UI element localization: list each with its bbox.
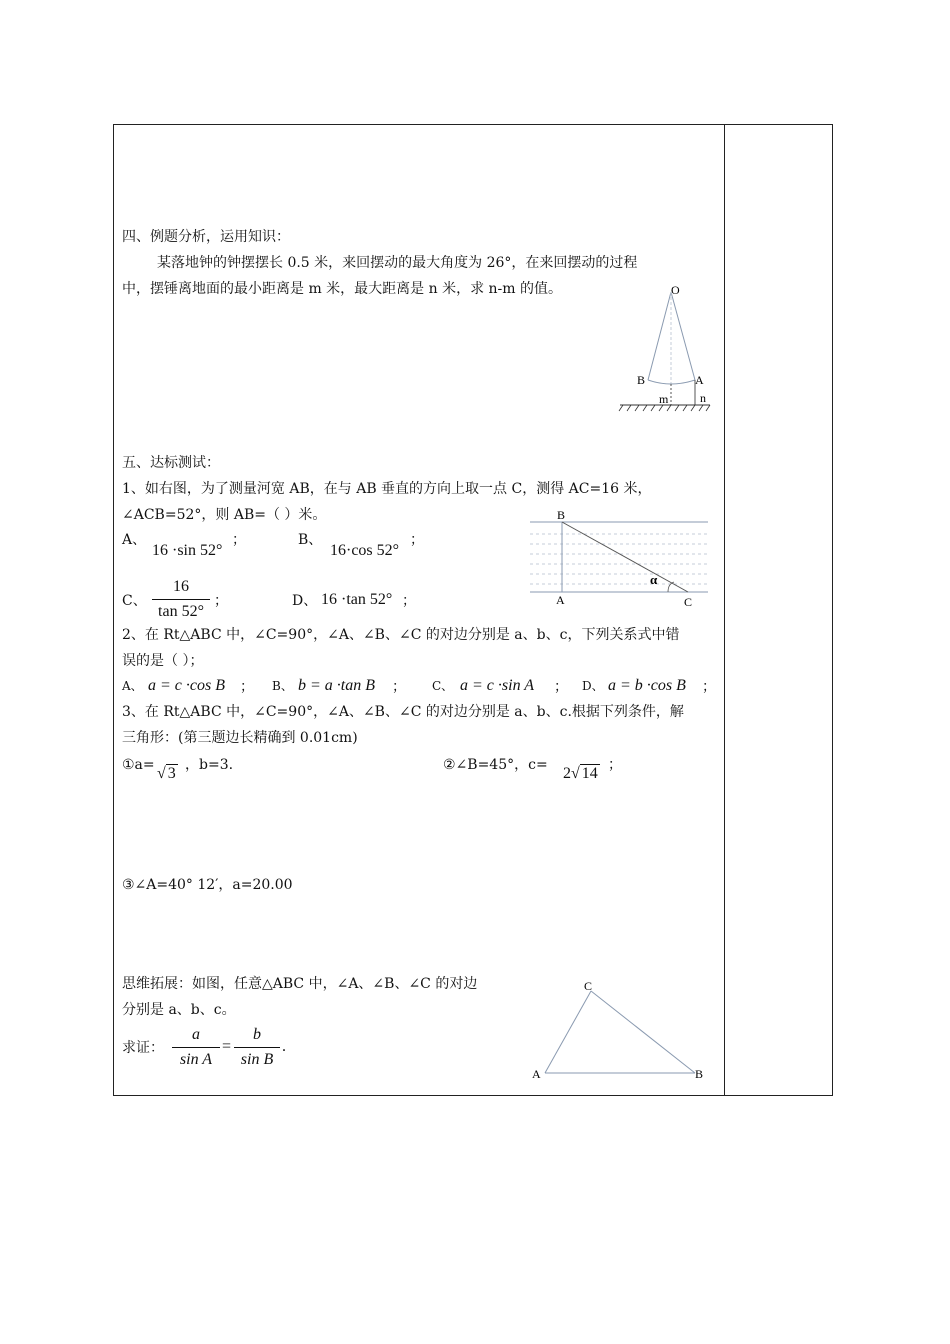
pendulum-right-arm <box>671 292 695 380</box>
side-ca <box>545 991 591 1073</box>
section4-problem-line1: 某落地钟的钟摆摆长 0.5 米，来回摆动的最大角度为 26°，在来回摆动的过程 <box>157 255 638 271</box>
q1-option-a-expr: 16 ·sin 52° <box>152 542 223 559</box>
fraction-bar <box>172 1047 220 1048</box>
period: . <box>282 1038 286 1055</box>
section4-heading: 四、例题分析，运用知识： <box>122 229 290 245</box>
rhs-numerator: b <box>253 1026 261 1043</box>
label-a: A <box>556 593 565 607</box>
triangle-figure <box>525 975 715 1085</box>
label-a: A <box>695 373 704 387</box>
equals-sign: = <box>222 1038 232 1055</box>
q1-option-a-label: A、 <box>122 532 147 548</box>
q1-option-d-end: ； <box>402 593 416 609</box>
q2-option-c-end: ； <box>554 679 568 695</box>
segment-bc <box>562 522 688 592</box>
label-b: B <box>695 1067 704 1081</box>
extension-line2: 分别是 a、b、c。 <box>122 1002 236 1018</box>
q2-option-c-expr: a = c ·sin A <box>460 677 535 694</box>
q1-option-b-expr: 16·cos 52° <box>330 542 400 559</box>
q1-option-d-expr: 16 ·tan 52° <box>321 591 393 608</box>
q2-option-d-expr: a = b ·cos B <box>608 677 686 694</box>
q3-item2-suffix: ； <box>608 757 622 773</box>
q2-line2: 误的是（ ）； <box>122 653 204 669</box>
label-o: O <box>671 283 680 297</box>
fraction-bar <box>234 1047 280 1048</box>
label-c: C <box>684 595 693 608</box>
river-water-lines <box>530 534 708 584</box>
q3-line2: 三角形：(第三题边长精确到 0.01cm) <box>122 730 358 746</box>
q2-option-c-label: C、 <box>432 679 454 693</box>
q1-option-b-end: ； <box>410 532 424 548</box>
table-column-divider <box>724 124 725 1096</box>
section5-heading: 五、达标测试： <box>122 455 220 471</box>
q1-option-c-label: C、 <box>122 593 147 609</box>
pendulum-figure <box>615 280 715 420</box>
label-n: n <box>700 391 706 405</box>
sqrt-icon: √ 3 <box>157 765 176 782</box>
q1-option-c-denominator: tan 52° <box>158 603 204 620</box>
lhs-fraction <box>172 1024 220 1071</box>
q2-option-a-label: A、 <box>122 679 143 693</box>
q1-option-c-numerator: 16 <box>173 578 189 595</box>
q1-line2: ∠ACB=52°，则 AB=（ ）米。 <box>122 507 327 523</box>
rhs-denominator: sin B <box>240 1051 274 1068</box>
q3-line1: 3、在 Rt△ABC 中，∠C=90°，∠A、∠B、∠C 的对边分别是 a、b、c.根据下列条件，解 <box>122 704 684 720</box>
section4-problem-line2: 中，摆锤离地面的最小距离是 m 米，最大距离是 n 米，求 n-m 的值。 <box>122 281 563 297</box>
q2-option-d-end: ； <box>702 679 716 695</box>
lhs-denominator: sin A <box>179 1051 213 1068</box>
q3-item2-radicand: 14 <box>581 765 598 782</box>
q2-line1: 2、在 Rt△ABC 中，∠C=90°，∠A、∠B、∠C 的对边分别是 a、b、c，下列关系式中错 <box>122 627 680 643</box>
q2-option-b-label: B、 <box>272 679 293 693</box>
river-figure <box>528 508 713 608</box>
q2-option-a-expr: a = c ·cos B <box>148 677 225 694</box>
q3-item2-prefix: ②∠B=45°，c= <box>443 757 548 773</box>
label-b: B <box>637 373 646 387</box>
q2-option-b-end: ； <box>392 679 406 695</box>
sqrt-icon: √ <box>571 765 580 782</box>
q1-option-b-label: B、 <box>298 532 323 548</box>
pendulum-left-arm <box>648 292 671 380</box>
fraction-bar <box>152 599 210 600</box>
q3-item2-radical <box>563 764 600 784</box>
label-c: C <box>584 979 593 993</box>
q2-option-d-label: D、 <box>582 679 604 693</box>
q1-option-d-label: D、 <box>292 593 318 609</box>
q3-item2-coefficient: 2 <box>563 765 571 782</box>
label-a: A <box>532 1067 541 1081</box>
rhs-fraction <box>234 1024 280 1071</box>
q3-item1-prefix: ①a= <box>122 757 155 773</box>
q1-option-c-end: ； <box>214 593 228 609</box>
q1-option-c-fraction <box>152 576 210 623</box>
q2-option-b-expr: b = a ·tan B <box>298 677 376 694</box>
extension-line1: 思维拓展：如图，任意△ABC 中，∠A、∠B、∠C 的对边 <box>122 976 478 992</box>
q3-item3: ③∠A=40° 12′，a=20.00 <box>122 877 293 893</box>
label-b: B <box>557 508 566 522</box>
extension-prove-label: 求证： <box>122 1040 164 1056</box>
q1-line1: 1、如右图，为了测量河宽 AB，在与 AB 垂直的方向上取一点 C，测得 AC=16 米， <box>122 481 652 497</box>
q2-option-a-end: ； <box>240 679 254 695</box>
label-alpha: α <box>650 572 658 587</box>
label-m: m <box>659 392 669 406</box>
q3-item1-radicand: 3 <box>167 765 176 782</box>
side-cb <box>591 991 695 1073</box>
q1-option-a-end: ； <box>232 532 246 548</box>
lhs-numerator: a <box>192 1026 200 1043</box>
q3-item1-suffix: ，b=3. <box>185 757 234 773</box>
